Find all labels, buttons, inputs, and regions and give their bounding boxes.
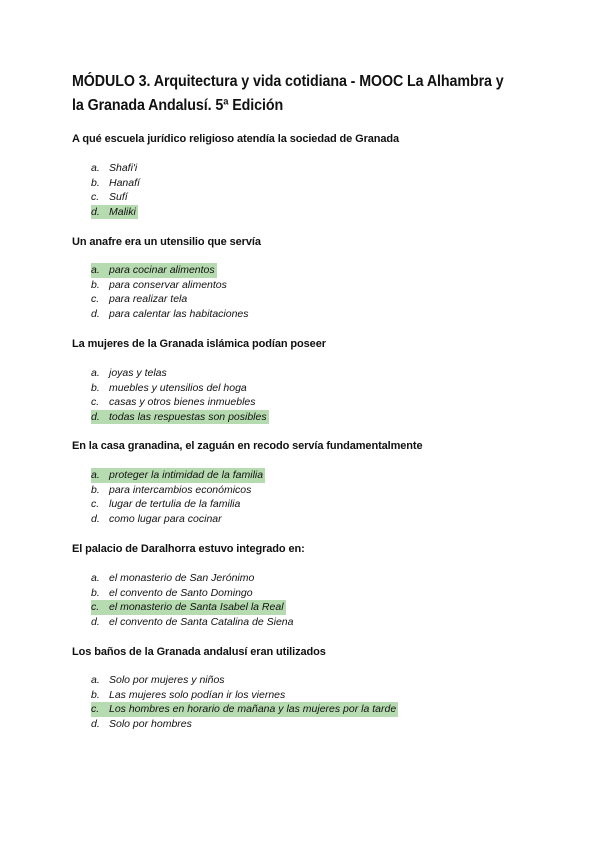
option-1b[interactable]: b. Hanafí [91, 176, 140, 189]
option-1a[interactable]: a. Shafi'i [91, 162, 138, 174]
option-6d[interactable]: d. Solo por hombres [91, 717, 192, 730]
option-2a[interactable]: a. para cocinar alimentos [91, 264, 215, 276]
option-3d[interactable]: d. todas las respuestas son posibles [91, 410, 267, 423]
document-title: MÓDULO 3. Arquitectura y vida cotidiana - MOOC La Alhambra y la Granada Andalusí. 5ª Edición [72, 73, 504, 114]
question-1: A qué escuela jurídico religioso atendía la sociedad de Granada [72, 133, 400, 145]
options-5 [91, 571, 293, 629]
option-1c[interactable]: c. Sufí [91, 191, 128, 204]
options-4 [91, 468, 265, 526]
option-4c[interactable]: c. lugar de tertulia de la familia [91, 498, 241, 511]
options-6 [91, 673, 398, 731]
option-5c[interactable]: c. el monasterio de Santa Isabel la Real [91, 601, 284, 614]
option-2b[interactable]: b. para conservar alimentos [91, 278, 227, 291]
option-1d[interactable]: d. Maliki [91, 205, 136, 218]
option-3c[interactable]: c. casas y otros bienes inmuebles [91, 396, 256, 409]
option-2d[interactable]: d. para calentar las habitaciones [91, 307, 249, 320]
question-5: El palacio de Daralhorra estuvo integrado en: [72, 543, 305, 555]
question-4: En la casa granadina, el zaguán en recodo servía fundamentalmente [72, 440, 423, 452]
option-5d[interactable]: d. el convento de Santa Catalina de Siena [91, 615, 294, 628]
option-3a[interactable]: a. joyas y telas [91, 367, 167, 379]
options-3 [91, 366, 269, 424]
option-3b[interactable]: b. muebles y utensilios del hoga [91, 381, 247, 394]
question-6: Los baños de la Granada andalusí eran utilizados [72, 646, 326, 658]
option-2c[interactable]: c. para realizar tela [91, 293, 188, 306]
option-4d[interactable]: d. como lugar para cocinar [91, 512, 222, 525]
option-4a[interactable]: a. proteger la intimidad de la familia [91, 469, 264, 481]
option-6a[interactable]: a. Solo por mujeres y niños [91, 674, 225, 686]
option-6b[interactable]: b. Las mujeres solo podían ir los viernes [91, 688, 286, 701]
options-1 [91, 161, 140, 219]
option-5a[interactable]: a. el monasterio de San Jerónimo [91, 572, 255, 584]
question-2: Un anafre era un utensilio que servía [72, 236, 261, 248]
question-3: La mujeres de la Granada islámica podían poseer [72, 338, 326, 350]
option-4b[interactable]: b. para intercambios económicos [91, 483, 252, 496]
option-5b[interactable]: b. el convento de Santo Domingo [91, 586, 253, 599]
option-6c[interactable]: c. Los hombres en horario de mañana y las mujeres por la tarde [91, 703, 397, 716]
options-2 [91, 263, 249, 321]
